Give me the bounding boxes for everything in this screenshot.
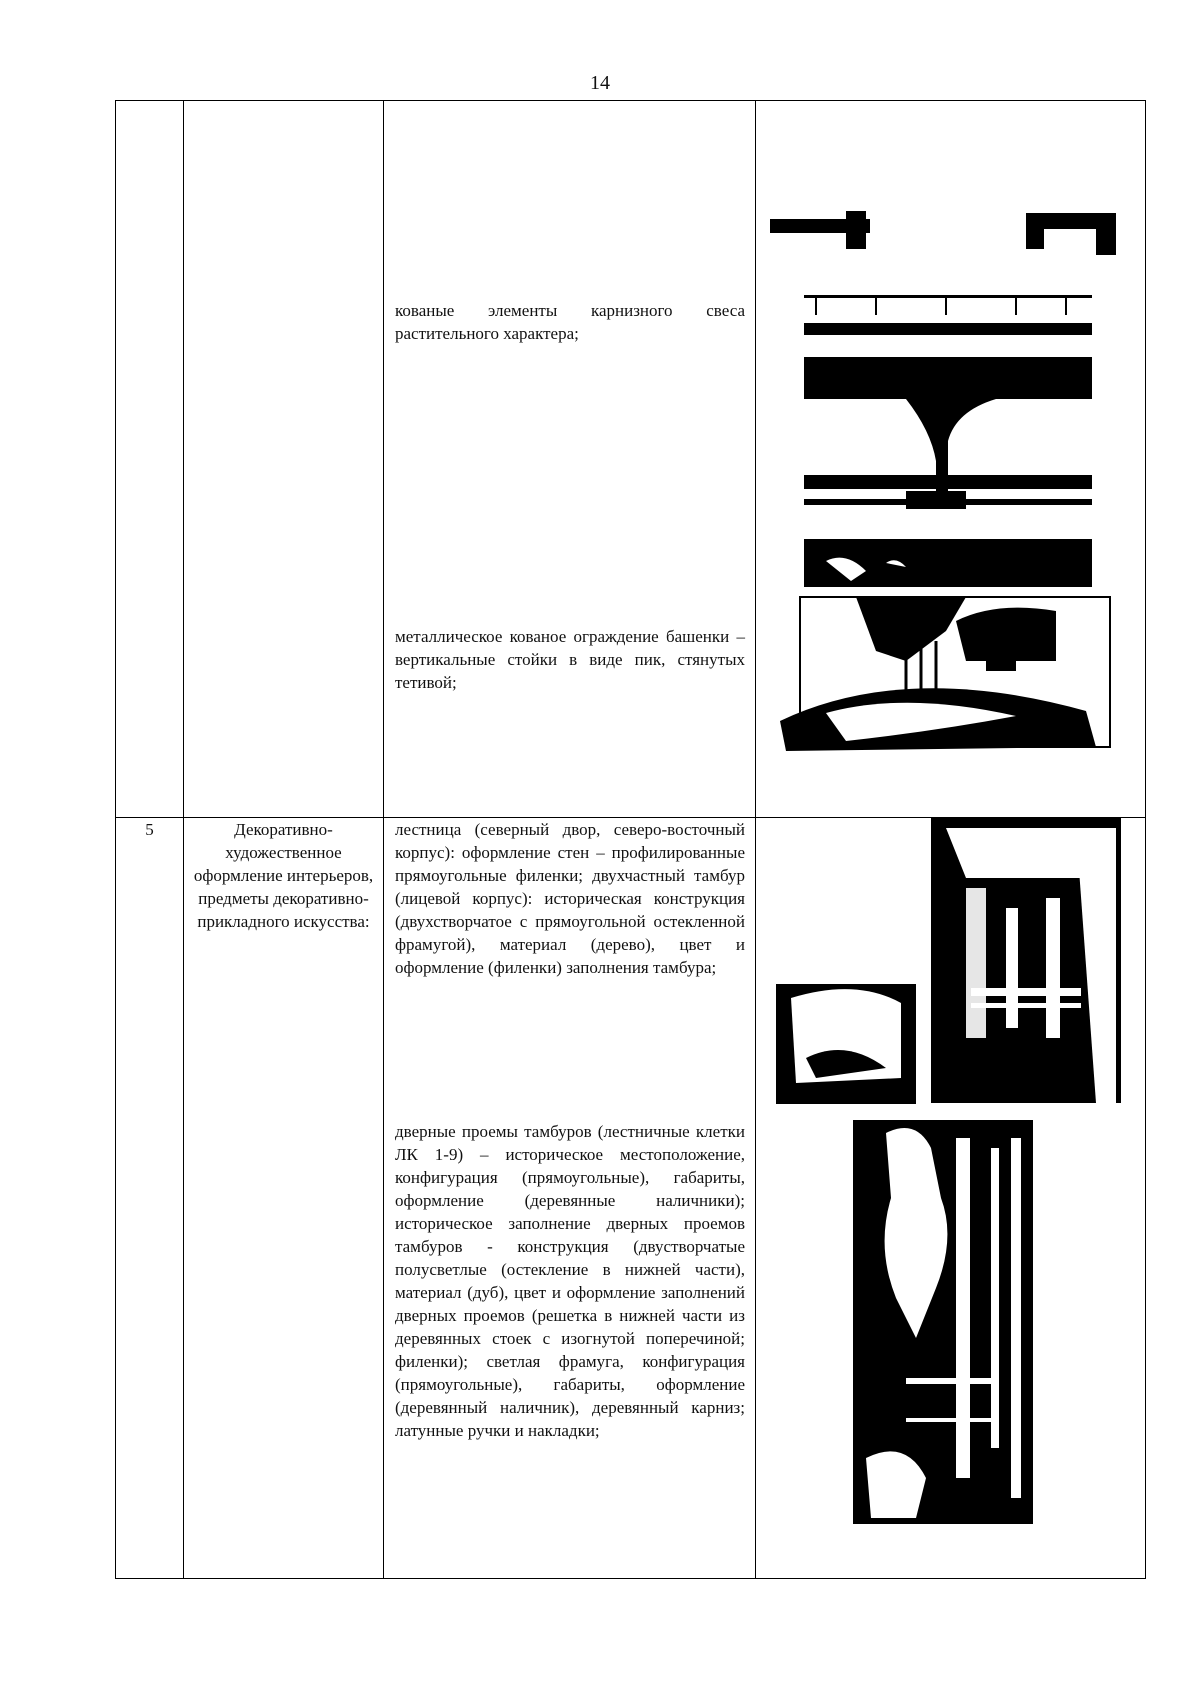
page-number: 14 — [590, 72, 610, 94]
table-row — [116, 818, 1146, 1579]
description-item: металлическое кованое ограждение башенки – вертикальные стойки в виде пик, стянутых тетивой; — [395, 627, 745, 692]
category-cell — [184, 101, 384, 818]
category-text: Декоративно-художественное оформление интерьеров, предметы декоративно-прикладного искусства: — [193, 820, 374, 931]
row-number-cell — [116, 818, 184, 1579]
category-cell — [184, 818, 384, 1579]
description-item: лестница (северный двор, северо-восточный корпус): оформление стен – профилированные прямоугольные филенки; двухчастный тамбур (лицевой корпус): историческая конструкция (двухстворчатое с прямоугольной остекленной фрамугой), материал (дерево), цвет и оформление (филенки) заполнения тамбура; — [395, 820, 745, 977]
photo-cell — [756, 101, 1146, 818]
description-cell — [384, 101, 756, 818]
row-number-cell — [116, 101, 184, 818]
cornice-photo — [756, 101, 1146, 817]
interior-photos — [756, 818, 1146, 1578]
row-number: 5 — [145, 820, 154, 839]
description-cell — [384, 818, 756, 1579]
table-row — [116, 101, 1146, 818]
description-item: дверные проемы тамбуров (лестничные клетки ЛК 1-9) – историческое местоположение, конфигурация (прямоугольные), габариты, оформление (деревянные наличники); историческое заполнение дверных проемов тамбуров - конструкция (двустворчатые полусветлые (остекление в нижней части), материал (дуб), цвет и оформление заполнений дверных проемов (решетка в нижней части из деревянных стоек с изогнутой поперечиной; филенки); светлая фрамуга, конфигурация (прямоугольные), габариты, оформление (деревянный наличник), деревянный карниз; латунные ручки и накладки; — [395, 1122, 745, 1440]
heritage-table — [115, 100, 1146, 1579]
description-item: кованые элементы карнизного свеса растительного характера; — [395, 301, 745, 343]
photo-cell — [756, 818, 1146, 1579]
